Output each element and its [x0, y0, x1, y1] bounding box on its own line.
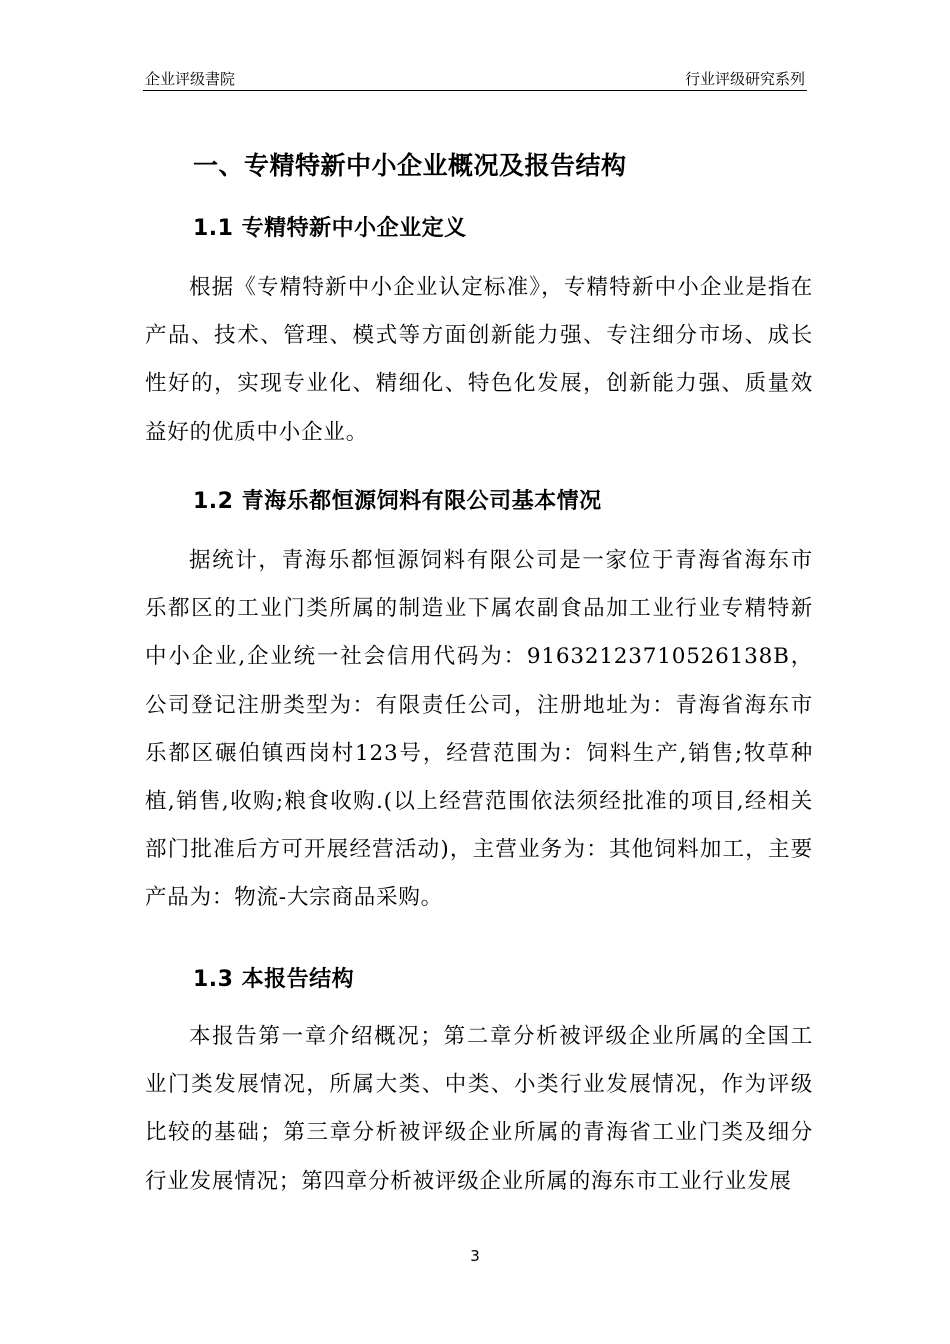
section-paragraph-1-3: 本报告第一章介绍概况；第二章分析被评级企业所属的全国工业门类发展情况，所属大类、中类、小类行业发展情况，作为评级比较的基础；第三章分析被评级企业所属的青海省工业门类及细分行业发展情况；第四章分析被评级企业所属的海东市工业行业发展: [145, 1024, 813, 1194]
chapter-title: 一、专精特新中小企业概况及报告结构: [193, 151, 627, 180]
section-heading-1-1: 1.1 专精特新中小企业定义: [193, 216, 467, 241]
section-heading-1-3: 1.3 本报告结构: [193, 967, 355, 992]
section-paragraph-1-2: 据统计，青海乐都恒源饲料有限公司是一家位于青海省海东市乐都区的工业门类所属的制造业下属农副食品加工业行业专精特新中小企业,企业统一社会信用代码为：91632123710526138B，公司登记注册类型为：有限责任公司，注册地址为：青海省海东市乐都区碾伯镇西岗村123号，经营范围为：饲料生产,销售;牧草种植,销售,收购;粮食收购.(以上经营范围依法须经批准的项目,经相关部门批准后方可开展经营活动)，主营业务为：其他饲料加工，主要产品为：物流-大宗商品采购。: [145, 548, 813, 911]
page-header: [143, 64, 807, 91]
section-heading-1-2: 1.2 青海乐都恒源饲料有限公司基本情况: [193, 489, 602, 514]
page-number: 3: [470, 1247, 480, 1265]
header-right-text: 行业评级研究系列: [684, 70, 805, 88]
header-left-text: 企业评级書院: [145, 70, 236, 88]
section-paragraph-1-1: 根据《专精特新中小企业认定标准》，专精特新中小企业是指在产品、技术、管理、模式等方面创新能力强、专注细分市场、成长性好的，实现专业化、精细化、特色化发展，创新能力强、质量效益好的优质中小企业。: [145, 275, 813, 445]
